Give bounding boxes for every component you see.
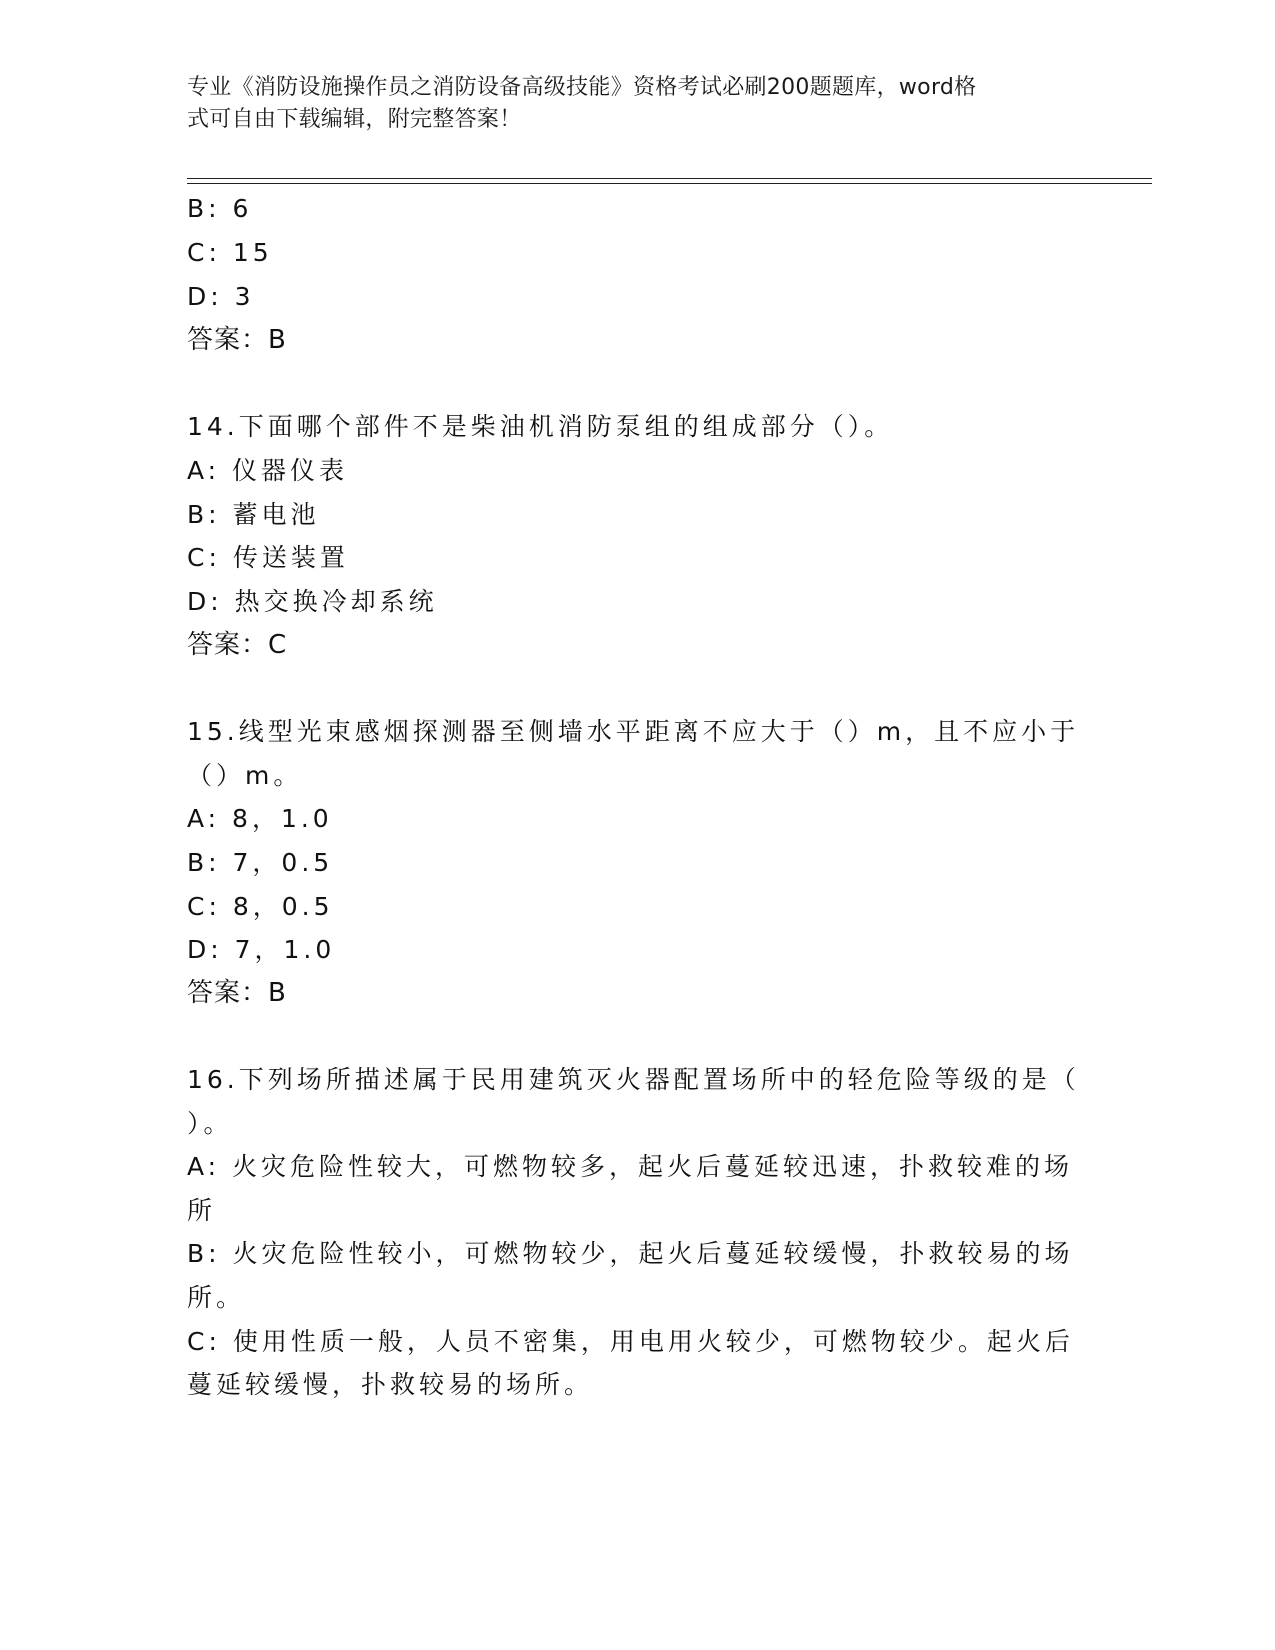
q16-option-b-line-2: 所。 bbox=[187, 1283, 246, 1312]
header-line-2: 式可自由下载编辑，附完整答案！ bbox=[187, 107, 522, 132]
header-divider-bottom bbox=[187, 183, 1152, 184]
q14-question: 14.下面哪个部件不是柴油机消防泵组的组成部分（）。 bbox=[187, 412, 894, 441]
q16-option-a-line-1: A: 火灾危险性较大，可燃物较多，起火后蔓延较迅速，扑救较难的场 bbox=[187, 1152, 1074, 1181]
prev-option-b: B: 6 bbox=[187, 194, 253, 223]
q14-option-a: A: 仪器仪表 bbox=[187, 456, 349, 485]
q16-option-b-line-1: B: 火灾危险性较小，可燃物较少，起火后蔓延较缓慢，扑救较易的场 bbox=[187, 1239, 1074, 1268]
prev-answer: 答案：B bbox=[187, 325, 287, 355]
q16-question-line-2: ）。 bbox=[187, 1109, 233, 1138]
q16-option-c-line-1: C: 使用性质一般，人员不密集，用电用火较少，可燃物较少。起火后 bbox=[187, 1327, 1074, 1356]
q15-answer: 答案：B bbox=[187, 978, 287, 1008]
q16-option-c-line-2: 蔓延较缓慢，扑救较易的场所。 bbox=[187, 1370, 594, 1399]
q14-answer: 答案：C bbox=[187, 630, 288, 660]
q16-option-a-line-2: 所 bbox=[187, 1196, 217, 1225]
document-header bbox=[187, 72, 1067, 136]
q15-question-line-1: 15.线型光束感烟探测器至侧墙水平距离不应大于（）m，且不应小于 bbox=[187, 717, 1080, 746]
q14-option-b: B: 蓄电池 bbox=[187, 500, 320, 529]
q16-question-line-1: 16.下列场所描述属于民用建筑灭火器配置场所中的轻危险等级的是（ bbox=[187, 1065, 1080, 1094]
prev-option-d: D: 3 bbox=[187, 282, 255, 311]
header-line-1: 专业《消防设施操作员之消防设备高级技能》资格考试必刷200题题库，word格 bbox=[187, 75, 977, 100]
q15-option-a: A: 8，1.0 bbox=[187, 804, 333, 833]
header-divider-top bbox=[187, 178, 1152, 179]
q15-option-b: B: 7，0.5 bbox=[187, 848, 334, 877]
q15-option-d: D: 7，1.0 bbox=[187, 935, 336, 964]
q15-option-c: C: 8，0.5 bbox=[187, 892, 334, 921]
q15-question-line-2: （）m。 bbox=[187, 761, 303, 790]
q14-option-c: C: 传送装置 bbox=[187, 543, 349, 572]
q14-option-d: D: 热交换冷却系统 bbox=[187, 587, 438, 616]
prev-option-c: C: 15 bbox=[187, 238, 273, 267]
